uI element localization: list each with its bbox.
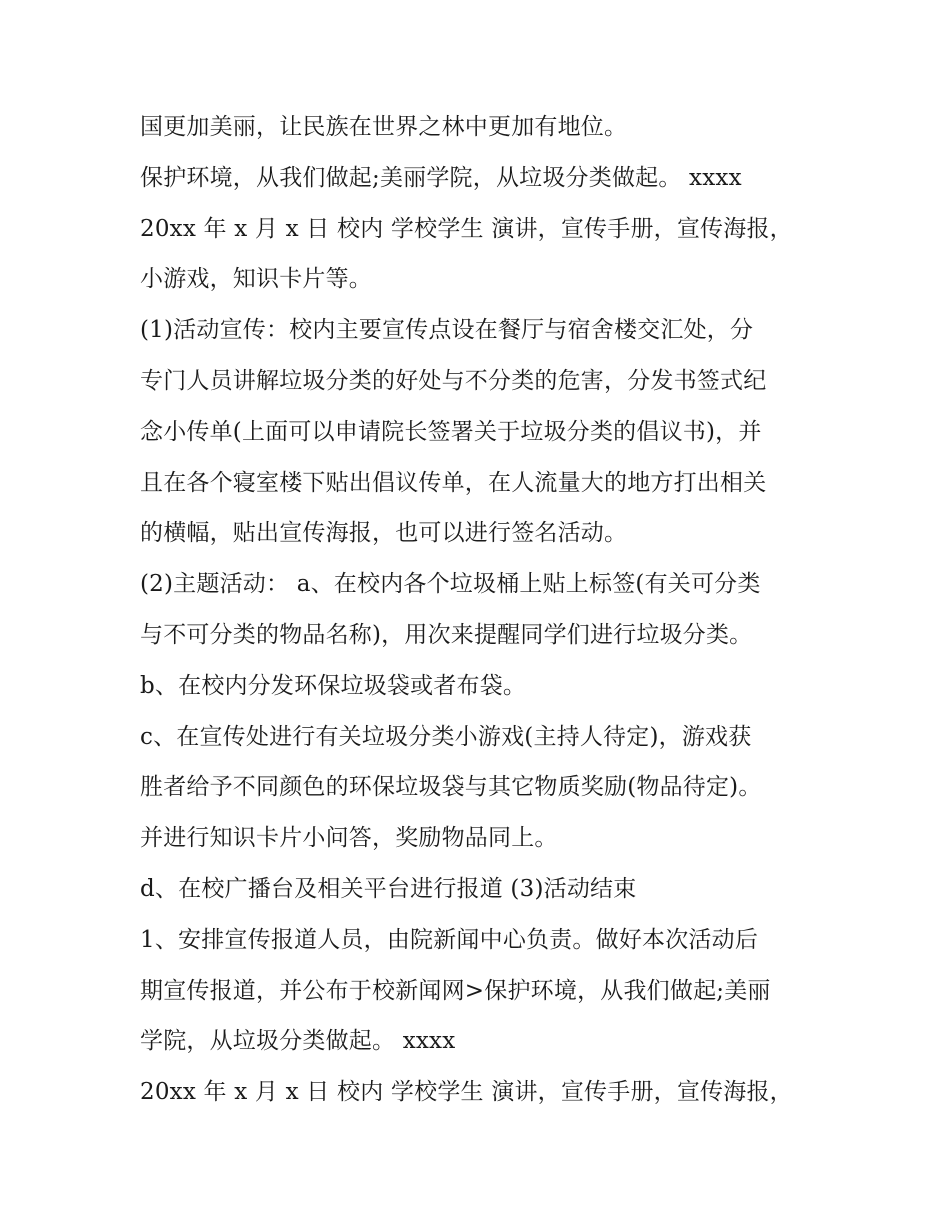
text-line: 20xx 年 x 月 x 日 校内 学校学生 演讲，宣传手册，宣传海报，	[140, 1079, 793, 1106]
text-line: 的横幅，贴出宣传海报，也可以进行签名活动。	[140, 520, 628, 547]
text-line: c、在宣传处进行有关垃圾分类小游戏(主持人待定)，游戏获	[140, 723, 752, 750]
text-line: 与不可分类的物品名称)，用次来提醒同学们进行垃圾分类。	[140, 621, 753, 648]
document-body	[140, 102, 830, 1118]
text-line: d、在校广播台及相关平台进行报道 (3)活动结束	[140, 875, 637, 902]
text-line: 学院，从垃圾分类做起。 xxxx	[140, 1028, 456, 1055]
text-line: (2)主题活动： a、在校内各个垃圾桶上贴上标签(有关可分类	[140, 571, 761, 598]
text-line: 20xx 年 x 月 x 日 校内 学校学生 演讲，宣传手册，宣传海报，	[140, 215, 793, 242]
text-line: 念小传单(上面可以申请院长签署关于垃圾分类的倡议书)，并	[140, 418, 762, 445]
text-line: 并进行知识卡片小问答，奖励物品同上。	[140, 825, 558, 852]
text-line: 1、安排宣传报道人员，由院新闻中心负责。做好本次活动后	[140, 926, 759, 953]
text-line: 期宣传报道，并公布于校新闻网>保护环境，从我们做起;美丽	[140, 977, 771, 1004]
text-line: 胜者给予不同颜色的环保垃圾袋与其它物质奖励(物品待定)。	[140, 774, 762, 801]
text-line: 国更加美丽，让民族在世界之林中更加有地位。	[140, 114, 628, 140]
text-line: 保护环境，从我们做起;美丽学院，从垃圾分类做起。 xxxx	[140, 164, 742, 191]
text-line: 专门人员讲解垃圾分类的好处与不分类的危害，分发书签式纪	[140, 367, 767, 394]
text-line: (1)活动宣传：校内主要宣传点设在餐厅与宿舍楼交汇处，分	[140, 317, 754, 344]
text-line: 小游戏，知识卡片等。	[140, 266, 372, 293]
text-line: 且在各个寝室楼下贴出倡议传单，在人流量大的地方打出相关	[140, 469, 767, 496]
text-line: b、在校内分发环保垃圾袋或者布袋。	[140, 672, 527, 699]
